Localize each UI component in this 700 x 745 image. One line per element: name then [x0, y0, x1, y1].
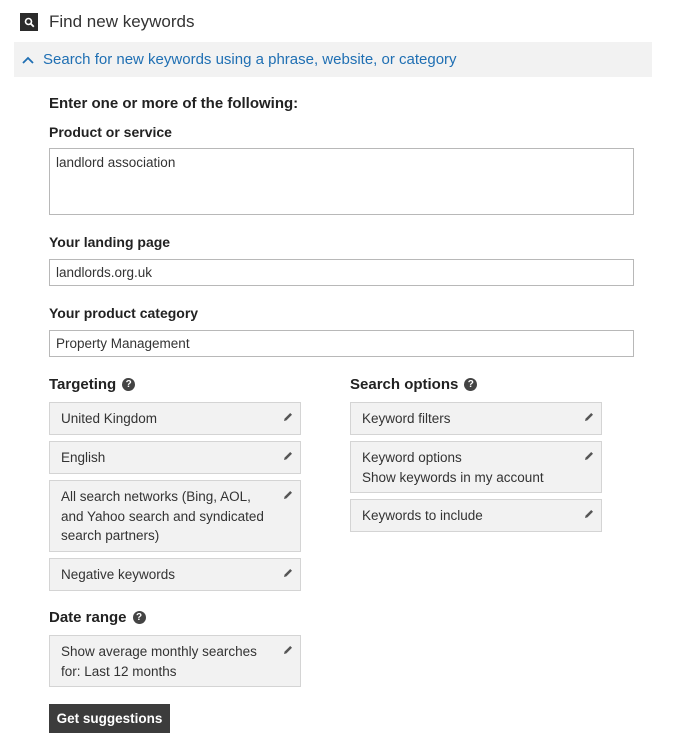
- product-category-field[interactable]: [49, 330, 634, 357]
- keywords-to-include-option[interactable]: [350, 499, 602, 532]
- keyword-options-option[interactable]: [350, 441, 602, 493]
- option-line: Keywords to include: [362, 508, 483, 523]
- pencil-icon: [583, 508, 595, 520]
- option-line: Show average monthly searches: [61, 644, 257, 659]
- product-service-field[interactable]: [49, 148, 634, 215]
- landing-page-field[interactable]: [49, 259, 634, 286]
- keyword-filters-option[interactable]: [350, 402, 602, 435]
- search-options-title-text: Search options: [350, 376, 459, 393]
- help-icon[interactable]: ?: [133, 611, 146, 624]
- option-line: English: [61, 450, 106, 465]
- option-line: and Yahoo search and syndicated: [61, 508, 264, 524]
- pencil-icon: [583, 411, 595, 423]
- help-icon[interactable]: ?: [464, 378, 477, 391]
- pencil-icon: [282, 567, 294, 579]
- pencil-icon: [282, 644, 294, 656]
- option-line: for: Last 12 months: [61, 663, 177, 679]
- pencil-icon: [282, 489, 294, 501]
- option-line: search partners): [61, 528, 160, 543]
- option-line: Keyword options: [362, 450, 462, 465]
- targeting-title: [49, 376, 135, 393]
- targeting-language[interactable]: [49, 441, 301, 474]
- search-icon: [20, 13, 38, 31]
- option-line: Keyword filters: [362, 411, 451, 426]
- page-title: Find new keywords: [49, 12, 195, 31]
- option-line: Negative keywords: [61, 567, 176, 582]
- date-range-title: [49, 609, 146, 626]
- form-heading: Enter one or more of the following:: [49, 95, 299, 112]
- option-line: Show keywords in my account: [362, 469, 544, 485]
- targeting-title-text: Targeting: [49, 376, 117, 393]
- landing-page-label: Your landing page: [49, 234, 171, 250]
- search-section-label: Search for new keywords using a phrase, website, or category: [43, 51, 457, 68]
- option-line: All search networks (Bing, AOL,: [61, 489, 251, 504]
- pencil-icon: [583, 450, 595, 462]
- get-suggestions-button[interactable]: Get suggestions: [49, 704, 170, 733]
- option-line: United Kingdom: [61, 411, 158, 426]
- product-category-label: Your product category: [49, 305, 199, 321]
- pencil-icon: [282, 450, 294, 462]
- targeting-negative-keywords[interactable]: [49, 558, 301, 591]
- date-range-option[interactable]: [49, 635, 301, 687]
- targeting-location[interactable]: [49, 402, 301, 435]
- targeting-networks[interactable]: [49, 480, 301, 552]
- chevron-up-icon: [22, 56, 34, 64]
- page-header: [20, 10, 195, 34]
- date-range-title-text: Date range: [49, 609, 127, 626]
- help-icon[interactable]: ?: [122, 378, 135, 391]
- search-options-title: [350, 376, 477, 393]
- search-section-toggle[interactable]: [14, 42, 652, 77]
- product-service-label: Product or service: [49, 124, 172, 140]
- pencil-icon: [282, 411, 294, 423]
